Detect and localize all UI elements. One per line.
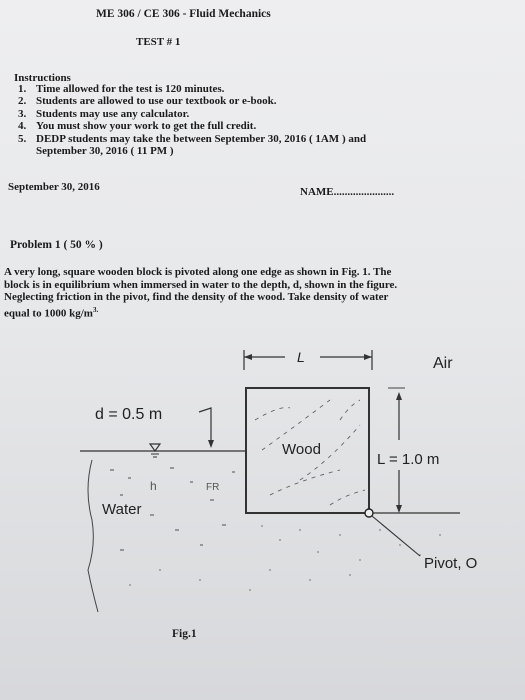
l-value-label: L = 1.0 m — [377, 451, 440, 468]
figure-1-diagram — [0, 330, 525, 620]
water-label: Water — [102, 501, 142, 518]
air-label: Air — [433, 355, 453, 372]
problem-statement: A very long, square wooden block is pivoted along one edge as shown in Fig. 1. The block is in equilibrium when immersed in water to the depth, d, shown in the figure. Neglecting friction in the pivot, find the density of the wood. Take density of water equal to 1000 $kg/m^{3.}$ — [4, 266, 398, 320]
instruction-item: 4. You must show your work to get the full credit. — [18, 120, 257, 133]
test-title: TEST # 1 — [136, 36, 181, 48]
instruction-item: 5. DEDP students may take the between September 30, 2016 ( 1AM ) and — [18, 132, 367, 145]
instruction-item: 2. Students are allowed to use our textbook or e-book. — [18, 95, 277, 108]
depth-label: d = 0.5 m — [95, 406, 163, 423]
instruction-item-continued: September 30, 2016 ( 11 PM ) — [36, 145, 174, 158]
course-header: ME 306 / CE 306 - Fluid Mechanics — [96, 8, 271, 20]
instructions-title: Instructions — [14, 72, 71, 84]
pivot-point — [365, 509, 373, 517]
l-dimension-label: L — [297, 349, 305, 365]
instruction-item: 3. Students may use any calculator. — [18, 107, 190, 120]
fr-mark: FR — [206, 482, 220, 493]
problem-title: Problem 1 ( 50 % ) — [10, 239, 103, 251]
instruction-item: 1. Time allowed for the test is 120 minutes. — [18, 83, 225, 95]
test-date: September 30, 2016 — [8, 181, 100, 193]
pivot-label: Pivot, O — [424, 555, 478, 572]
h-mark: h — [150, 479, 157, 493]
wood-label: Wood — [282, 441, 321, 458]
instructions-list — [18, 83, 366, 157]
figure-caption: Fig.1 — [172, 628, 197, 640]
name-field[interactable]: NAME...................... — [300, 186, 395, 198]
